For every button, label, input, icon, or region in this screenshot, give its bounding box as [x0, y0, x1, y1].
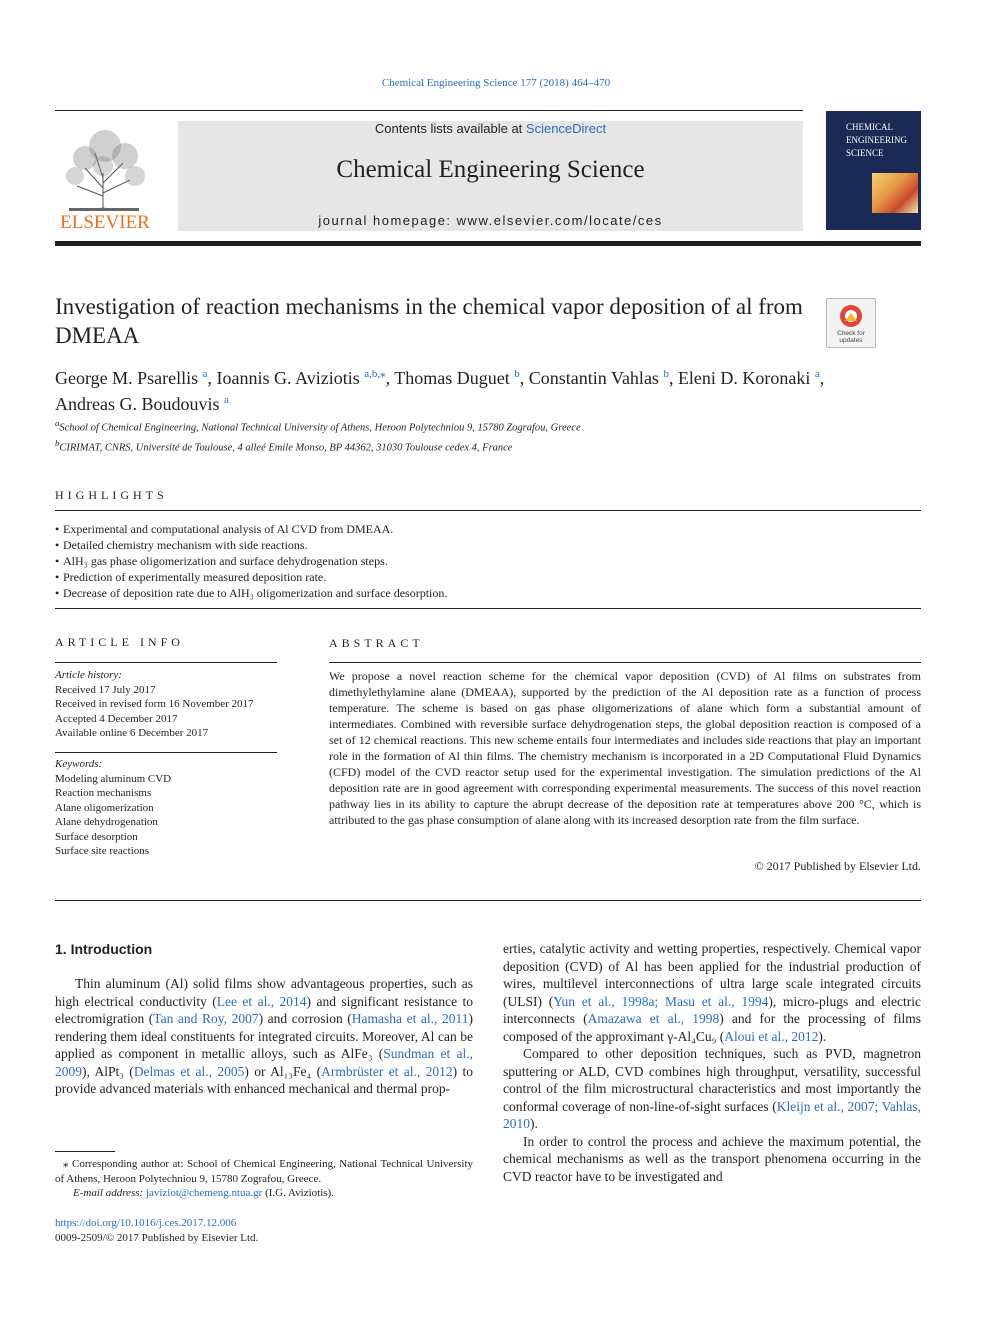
check-updates-icon [827, 299, 875, 347]
check-for-updates-button[interactable] [826, 298, 876, 348]
author[interactable]: Constantin Vahlas [528, 368, 659, 388]
body-column-right [503, 940, 921, 1185]
highlight-item: • Prediction of experimentally measured deposition rate. [55, 569, 921, 585]
cover-title: CHEMICAL ENGINEERING SCIENCE [846, 122, 907, 158]
highlights-rule [55, 510, 921, 511]
article-history [55, 668, 295, 741]
author-affiliation-mark[interactable]: b [514, 368, 520, 380]
article-info-heading: ARTICLE INFO [55, 635, 184, 649]
keywords-rule [55, 752, 277, 753]
paragraph: Compared to other deposition techniques, such as PVD, magnetron sputtering or ALD, CVD combines high throughput, versatility, successful control of the film microstructural characteristics and most importantly the conformal coverage of non-line-of-sight surfaces (Kleijn et al., 2007; Vahlas, 2010). [503, 1046, 921, 1131]
cover-image [872, 173, 918, 213]
article-title: Investigation of reaction mechanisms in the chemical vapor deposition of al from DMEAA [55, 294, 803, 348]
affiliations [55, 416, 921, 456]
issn-line: 0009-2509/© 2017 Published by Elsevier Ltd. [55, 1231, 259, 1244]
header-thick-rule [55, 241, 921, 246]
citation-link[interactable]: Yun et al., 1998a; Masu et al., 1994 [553, 993, 769, 1009]
author[interactable]: Thomas Duguet [394, 368, 510, 388]
keyword: Alane dehydrogenation [55, 816, 158, 828]
highlight-item: • Detailed chemistry mechanism with side reactions. [55, 537, 921, 553]
footnote-rule [55, 1151, 115, 1152]
svg-text:updates: updates [839, 337, 863, 344]
highlights-heading: HIGHLIGHTS [55, 488, 168, 502]
author[interactable]: George M. Psarellis [55, 368, 199, 388]
author[interactable]: Andreas G. Boudouvis [55, 394, 220, 414]
paragraph: Thin aluminum (Al) solid films show advantageous properties, such as high electrical conductivity (Lee et al., 2014) and significant resistance to electromigration (Tan and Roy, 2007) and corrosion (Hamasha et al., 2011) rendering them ideal constituents for integrated circuits. Moreover, Al can be applied as component in metallic alloys, such as AlFe₃ (Sundman et al., 2009), AlPt₃ (Delmas et al., 2005) or Al₁₃Fe₄ (Armbrüster et al., 2012) to provide advanced materials with enhanced mechanical and thermal prop- [55, 976, 473, 1096]
citation-link[interactable]: Amazawa et al., 1998 [587, 1011, 720, 1026]
author[interactable]: Eleni D. Koronaki [677, 368, 811, 388]
paragraph: erties, catalytic activity and wetting properties, respectively. Chemical vapor deposition (CVD) of Al has been applied for the industrial production of wires, multilevel interconnections of ultra large scale integrated circuits (ULSI) (Yun et al., 1998a; Masu et al., 1994), micro-plugs and electric interconnects (Amazawa et al., 1998) and for the processing of films composed of the approximant γ-Al₄Cu₉ (Aloui et al., 2012). [503, 941, 922, 1044]
email-link[interactable]: javiziot@chemeng.ntua.gr [145, 1187, 263, 1199]
elsevier-wordmark: ELSEVIER [60, 212, 150, 233]
journal-name: Chemical Engineering Science [336, 156, 645, 183]
keyword: Reaction mechanisms [55, 787, 152, 799]
citation-link[interactable]: Tan and Roy, 2007 [153, 1011, 259, 1026]
history-heading: Article history: [55, 669, 122, 681]
author-affiliation-mark[interactable]: a [202, 368, 208, 380]
email-note: E-mail address: javiziot@chemeng.ntua.gr (I.G. Aviziotis). [73, 1187, 334, 1199]
contents-line: Contents lists available at ScienceDirect [374, 121, 607, 136]
history-line: Received 17 July 2017 [55, 683, 156, 696]
highlights-bottom-rule [55, 608, 921, 609]
keyword: Modeling aluminum CVD [55, 772, 172, 785]
sciencedirect-link[interactable]: ScienceDirect [525, 121, 607, 136]
highlight-item: • Experimental and computational analysis of Al CVD from DMEAA. [55, 521, 921, 537]
history-line: Available online 6 December 2017 [55, 727, 209, 739]
author-affiliation-mark[interactable]: a,b,⁎ [364, 368, 386, 380]
corresponding-author-note: ⁎ Corresponding author at: School of Chemical Engineering, National Technical University of Athens, Heroon Polytechniou 9, 15780 Zografou, Greece. [55, 1158, 473, 1185]
elsevier-tree-icon [55, 118, 155, 233]
header-rule [55, 110, 803, 111]
keyword: Alane oligomerization [55, 801, 154, 814]
doi-link[interactable]: https://doi.org/10.1016/j.ces.2017.12.006 [55, 1217, 237, 1229]
journal-homepage: journal homepage: www.elsevier.com/locate/ces [318, 213, 663, 228]
doi-block [55, 1216, 258, 1245]
affiliation: $^a$School of Chemical Engineering, National Technical University of Athens, Heroon Polytechniou 9, 15780 Zografou, Greece [55, 418, 581, 434]
keywords-heading: Keywords: [55, 758, 103, 770]
highlight-item: • Decrease of deposition rate due to AlH₃ oligomerization and surface desorption. [55, 585, 921, 601]
citation-link[interactable]: Hamasha et al., 2011 [351, 1011, 469, 1026]
citation-link[interactable]: Lee et al., 2014 [216, 993, 307, 1009]
copyright-notice: © 2017 Published by Elsevier Ltd. [754, 859, 921, 873]
highlights-list [55, 521, 921, 601]
elsevier-logo [55, 118, 155, 233]
journal-cover-thumbnail[interactable] [826, 111, 921, 230]
citation-link[interactable]: Delmas et al., 2005 [133, 1063, 245, 1079]
keywords [55, 757, 295, 859]
author-affiliation-mark[interactable]: a [814, 368, 820, 380]
history-line: Received in revised form 16 November 2017 [55, 698, 254, 710]
footnote [55, 1157, 473, 1201]
keyword: Surface site reactions [55, 845, 150, 857]
homepage-link[interactable]: www.elsevier.com/locate/ces [456, 213, 663, 228]
abstract-heading: ABSTRACT [329, 636, 424, 650]
citation-link[interactable]: Sundman et al., 2009 [55, 1046, 473, 1079]
citation-link[interactable]: Aloui et al., 2012 [724, 1028, 819, 1044]
keyword: Surface desorption [55, 830, 138, 843]
highlight-item: • AlH₃ gas phase oligomerization and surface dehydrogenation steps. [55, 553, 921, 569]
author-affiliation-mark[interactable]: b [663, 368, 669, 380]
article-info-rule [55, 662, 277, 663]
journal-reference[interactable]: Chemical Engineering Science 177 (2018) 464–470 [381, 77, 611, 89]
author-list: George M. Psarellis $^a$, Ioannis G. Aviziotis $^{a,b,⁎}$, Thomas Duguet $^b$, Constantin Vahlas $^b$, Eleni D. Koronaki $^a$, Andreas G. Boudouvis $^a$ [55, 368, 825, 414]
body-column-left [55, 975, 473, 1098]
abstract-text: We propose a novel reaction scheme for the chemical vapor deposition (CVD) of Al films on substrates from dimethylethylamine alane (DMEAA), supported by the prediction of the Al deposition rate as a function of process temperature. The scheme is based on gas phase oligomerizations of alane which form a substantial amount of intermediates. Combined with reversible surface dehydrogenation steps, the global deposition reaction is composed of a set of 12 chemical reactions. This new scheme entails four intermediates and includes side reactions that play an important role in the formation of Al thin films. The chemistry mechanism is incorporated in a 2D Computational Fluid Dynamics (CFD) model of the CVD reactor setup used for the experimental investigation. The simulation predictions of the Al deposition rate are in good agreement with corresponding experimental measurements. The success of this novel reaction pathway lies in its ability to capture the abrupt decrease of the deposition rate at temperatures above 200 °C, which is attributed to the gas phase consumption of alane along with its increased desorption rate from the film surface. [329, 669, 921, 827]
author[interactable]: Ioannis G. Aviziotis [216, 368, 360, 388]
affiliation: $^b$CIRIMAT, CNRS, Université de Toulouse, 4 alleé Emile Monso, BP 44362, 31030 Toulouse cedex 4, France [55, 438, 513, 454]
citation-link[interactable]: Kleijn et al., 2007; Vahlas, 2010 [503, 1098, 921, 1131]
citation-link[interactable]: Armbrüster et al., 2012 [321, 1063, 453, 1079]
paragraph: In order to control the process and achieve the maximum potential, the chemical mechanisms as well as the transport phenomena occurring in the CVD reactor have to be investigated and [503, 1133, 921, 1184]
author-affiliation-mark[interactable]: a [224, 394, 229, 406]
history-line: Accepted 4 December 2017 [55, 712, 178, 725]
svg-text:Check for: Check for [837, 330, 865, 337]
abstract-rule [329, 662, 921, 663]
abstract-bottom-rule [55, 900, 921, 901]
section-heading-introduction: 1. Introduction [55, 941, 153, 957]
